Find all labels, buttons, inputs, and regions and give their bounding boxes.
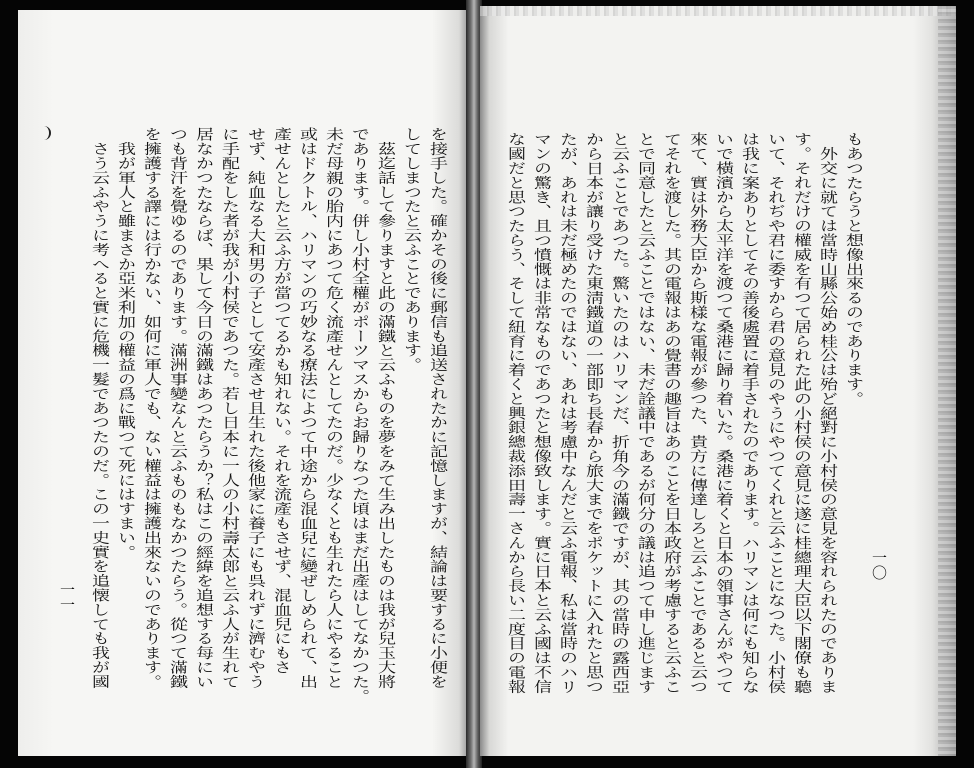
text-column: 我が軍人と雖まさか亞米利加の權益の爲に戰つて死にはすまい。 xyxy=(115,141,136,559)
text-column: 居なかつたならば、果して今日の滿鐵はあつたらうか？私はこの經緯を追想する每にい xyxy=(193,127,214,689)
text-column: してしまつたと云ふことであります。 xyxy=(401,127,422,372)
text-column: を擁護する譯には行かない、如何に軍人でも、ない權益は擁護出來ないのであります。 xyxy=(141,127,162,689)
text-column: から日本が讓り受けた東淸鐵道の一部即ち長春から旅大までをポケットに入れたと思つ xyxy=(583,132,604,694)
text-column: を接手した。確かその後に郵信も追送されたかに記憶しますが、結論は要するに小便を xyxy=(427,127,448,689)
text-column: さう云ふやうに考へると實に危機一髮であつたのだ。この一史實を追懐しても我が國 xyxy=(89,141,110,689)
text-column: とで同意したと云ふことではない、未だ詮議中であるが何分の議は追つて申し進じます xyxy=(635,132,656,694)
text-column: てそれを渡した。其の電報はあの覺書の趣旨はあのことを日本政府が考慮すると云ふこ xyxy=(661,132,682,694)
text-column: せず、純血なる大和男の子として安產させ且生れた後他家に養子にも呉れずに濟むやう xyxy=(245,127,266,689)
text-column: 或はドクトル、ハリマンの巧妙なる療法によつて中途から混血兒に變ぜしめられて、出 xyxy=(297,127,318,689)
right-page-number: 一〇 xyxy=(870,550,888,580)
text-column: な國だと思つたらう、そして紐育に着くと興銀總裁添田壽一さんから長い二度目の電報 xyxy=(505,132,526,694)
right-page-body-text xyxy=(502,132,866,724)
stray-scan-mark xyxy=(44,126,51,140)
text-column: に手配をした者が我が小村侯であつた。若し日本に一人の小村壽太郎と云ふ人が生れて xyxy=(219,127,240,689)
right-page xyxy=(480,6,956,756)
text-column: 外交に就ては當時山縣公始め桂公は殆ど絕對に小村侯の意見を容れられたのでありま xyxy=(817,146,838,694)
left-page-number: 一一 xyxy=(58,582,76,612)
text-column: つも背汗を覺ゆるのであります。滿洲事變なんと云ふものもなかつたらう。從つて滿鐵 xyxy=(167,127,188,689)
text-column: す。それだけの權威を有つて居られた此の小村侯の意見に遂に桂總理大臣以下閣僚も聽 xyxy=(791,132,812,694)
left-page xyxy=(18,10,468,756)
text-column: もあつたらうと想像出來るのであります。 xyxy=(843,132,864,406)
text-column: 來て、實は外務大臣から斯樣な電報が參つた、貴方に傳達しろと云ふことであると云つ xyxy=(687,132,708,694)
text-column: は我に案ありとしてその善後處置に着手されたのであります。ハリマンは何にも知らな xyxy=(739,132,760,694)
text-column: と云ふことであつた。驚いたのはハリマンだ、折角今の滿鐵ですが、其の當時の露西亞 xyxy=(609,132,630,694)
left-page-body-text xyxy=(86,127,450,719)
scan-noise-edge xyxy=(938,6,956,756)
scan-noise-top xyxy=(480,6,956,16)
text-column: 產せんとしたと云ふ方が當つてるかも知れない。それを流產もさせず、混血兒にもさ xyxy=(271,127,292,675)
text-column: いて、それぢや君に委すから君の意見のやうにやつてくれと云ふことになつた。小村侯 xyxy=(765,132,786,694)
text-column: 茲迄話して參りますと此の滿鐵と云ふものを夢をみて生み出したものは我が兒玉大將 xyxy=(375,141,396,689)
text-column: たが、あれは未だ極めたのではない、あれは考慮中なんだと云ふ電報、私は當時のハリ xyxy=(557,132,578,694)
text-column: であります。併し小村全權がポーツマスからお歸りなつた頃はまだ出產はしてなかつた。 xyxy=(349,127,370,703)
text-column: いで橫濱から太平洋を渡つて桑港に歸り着いた。桑港に着くと日本の領事さんがやつて xyxy=(713,132,734,694)
text-column: マンの驚き、且つ憤慨は非常なものであつたと想像致します。實に日本と云ふ國は不信 xyxy=(531,132,552,694)
text-column: 未だ母親の胎内にあつて危く流產せんとしてたのだ。少なくとも生れたら人にやること xyxy=(323,127,344,689)
